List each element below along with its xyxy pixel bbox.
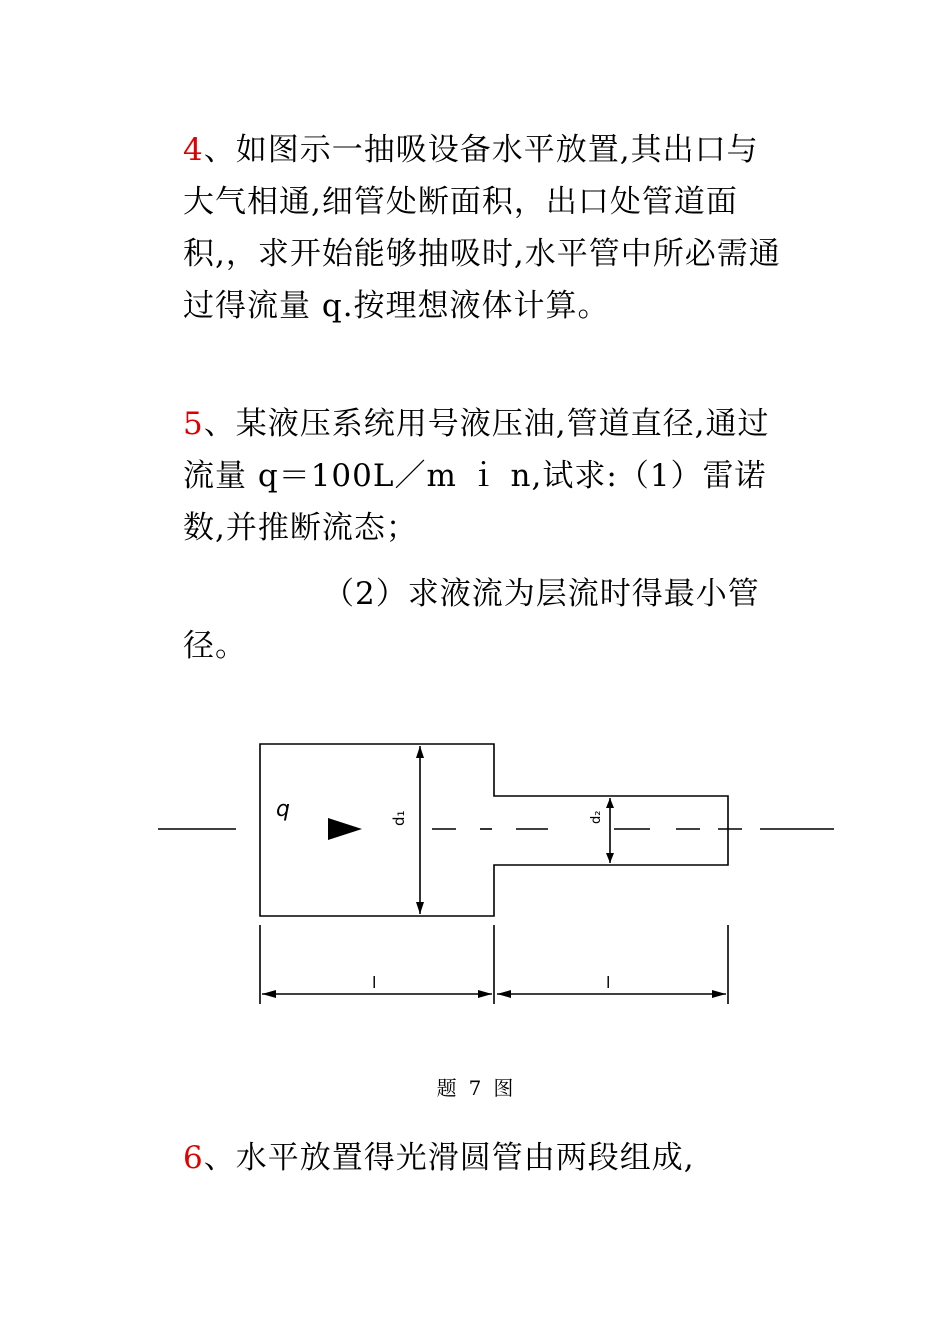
problem-4-text: 如图示一抽吸设备水平放置,其出口与大气相通,细管处断面积，出口处管道面积,，求开始能够抽吸时,水平管中所必需通过得流量 q.按理想液体计算。 [183, 132, 781, 324]
arrowhead-icon [606, 853, 614, 863]
problem-6-text: 水平放置得光滑圆管由两段组成, [235, 1140, 695, 1176]
d1-label: d₁ [390, 810, 408, 826]
problem-5-sep: 、 [203, 406, 236, 442]
arrowhead-icon [497, 990, 511, 998]
figure-caption [0, 1072, 950, 1101]
pipe-diagram [0, 720, 950, 1020]
arrowhead-icon [416, 902, 424, 914]
d2-label: d₂ [589, 810, 604, 824]
caption-number: 7 [468, 1076, 482, 1100]
problem-4-sep: 、 [203, 132, 236, 168]
problem-5-text: 某液压系统用号液压油,管道直径,通过流量 q＝100L／m ｉ n,试求:（1）雷诺数,并推断流态； [183, 406, 770, 546]
arrowhead-icon [712, 990, 726, 998]
problem-6-number: 6 [183, 1140, 204, 1176]
flow-label: q [276, 797, 290, 822]
caption-suffix: 图 [493, 1076, 514, 1100]
problem-5-part-2 [183, 568, 783, 672]
arrowhead-icon [478, 990, 492, 998]
problem-6 [183, 1132, 783, 1184]
arrowhead-icon [416, 746, 424, 758]
problem-5 [183, 398, 783, 554]
problem-6-sep: 、 [203, 1140, 236, 1176]
problem-5-part-2-text: （2）求液流为层流时得最小管径。 [183, 576, 760, 664]
problem-4 [183, 124, 783, 332]
caption-prefix: 题 [436, 1076, 457, 1100]
problem-5-number: 5 [183, 406, 204, 442]
problem-4-number: 4 [183, 132, 204, 168]
length-1-label: l [372, 973, 377, 992]
flow-arrow-icon [328, 818, 362, 840]
length-2-label: l [606, 973, 611, 992]
arrowhead-icon [262, 990, 276, 998]
arrowhead-icon [606, 798, 614, 808]
